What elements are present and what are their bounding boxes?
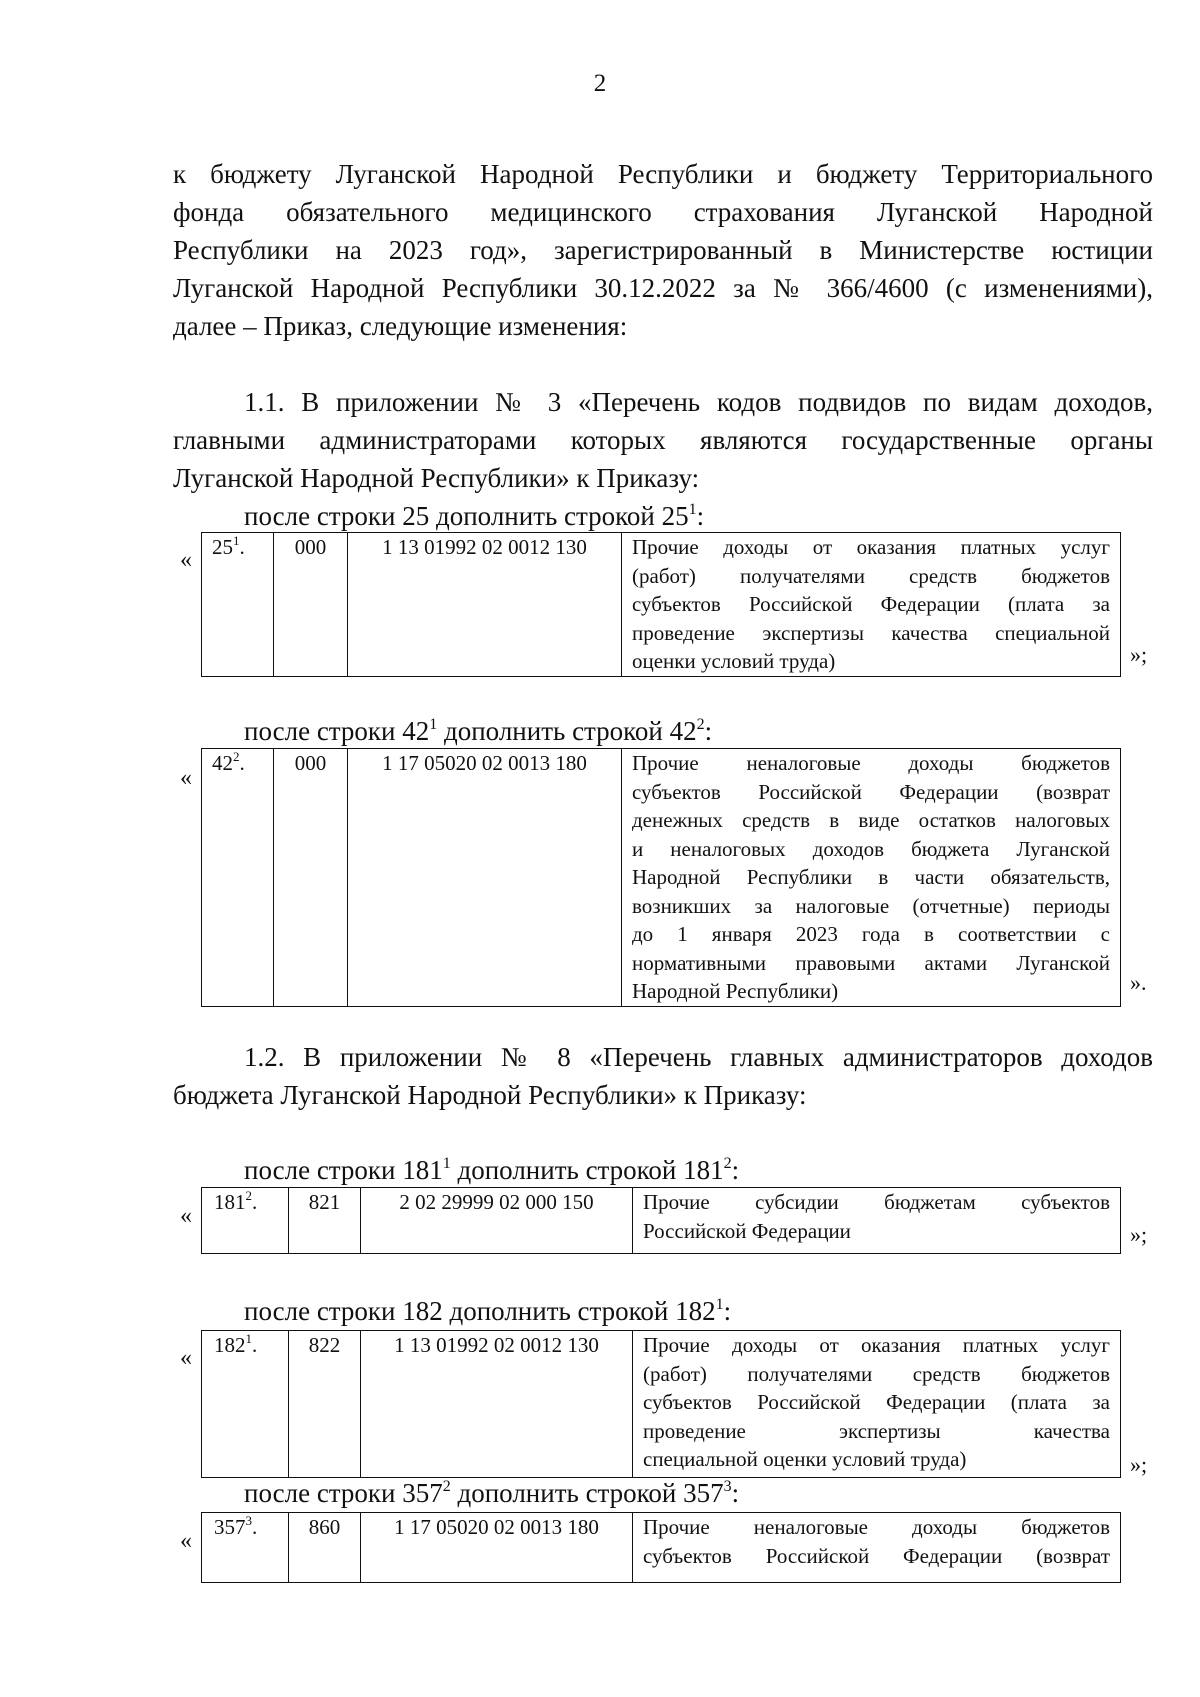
row-description: Прочие доходы от оказания платных услуг (работ) получателями средств бюджетов субъектов Российской Федерации (плата за проведение экспертизы качества специальной оценки условий труда) <box>622 533 1121 677</box>
intro-line: к бюджету Луганской Народной Республики и бюджету Территориального <box>173 159 1153 189</box>
amendment-table-row-182 <box>201 1330 1121 1478</box>
table-row <box>202 1331 1121 1478</box>
open-quote: « <box>180 1203 192 1229</box>
insert-instruction-42: после строки $42^1$ дополнить строкой $42^2$: <box>244 716 713 746</box>
section-line: Луганской Народной Республики» к Приказу: <box>173 463 700 493</box>
admin-code: 000 <box>274 533 348 677</box>
table-row <box>202 1513 1121 1583</box>
row-number: $182^1$. <box>202 1331 289 1478</box>
admin-code: 821 <box>289 1188 361 1254</box>
budget-classification-code: 1 13 01992 02 0012 130 <box>361 1331 633 1478</box>
open-quote: « <box>180 1345 192 1371</box>
table-row <box>202 533 1121 677</box>
insert-instruction-182: после строки 182 дополнить строкой $182^1$: <box>244 1296 732 1326</box>
close-quote: »; <box>1130 1222 1148 1247</box>
section-1-1-paragraph <box>173 383 1153 497</box>
row-description: Прочие субсидии бюджетам субъектов Российской Федерации <box>633 1188 1121 1254</box>
amendment-table-row-181 <box>201 1187 1121 1254</box>
row-description: Прочие доходы от оказания платных услуг (работ) получателями средств бюджетов субъектов Российской Федерации (плата за проведение экспертизы качества специальной оценки условий труда) <box>633 1331 1121 1478</box>
insert-instruction-181: после строки $181^1$ дополнить строкой $181^2$: <box>244 1155 740 1185</box>
page-number: 2 <box>593 70 607 97</box>
intro-line: фонда обязательного медицинского страхования Луганской Народной <box>173 197 1153 227</box>
insert-instruction-25: после строки 25 дополнить строкой $25^1$: <box>244 501 705 531</box>
section-line: 1.2. В приложении № 8 «Перечень главных администраторов доходов <box>244 1042 1153 1072</box>
section-line: бюджета Луганской Народной Республики» к Приказу: <box>173 1080 807 1110</box>
row-description: Прочие неналоговые доходы бюджетов субъектов Российской Федерации (возврат <box>633 1513 1121 1583</box>
close-quote: ». <box>1130 970 1147 995</box>
admin-code: 000 <box>274 749 348 1007</box>
open-quote: « <box>180 547 192 573</box>
section-1-2-paragraph <box>173 1038 1153 1114</box>
admin-code: 860 <box>289 1513 361 1583</box>
budget-classification-code: 1 17 05020 02 0013 180 <box>361 1513 633 1583</box>
intro-line: Луганской Народной Республики 30.12.2022 за № 366/4600 (с изменениями), <box>173 273 1153 303</box>
open-quote: « <box>180 1528 192 1554</box>
budget-classification-code: 1 13 01992 02 0012 130 <box>348 533 622 677</box>
amendment-table-row-42 <box>201 748 1121 1007</box>
budget-classification-code: 2 02 29999 02 000 150 <box>361 1188 633 1254</box>
amendment-table-row-357 <box>201 1512 1121 1583</box>
table-row <box>202 749 1121 1007</box>
row-number: $25^1$. <box>202 533 274 677</box>
amendment-table-row-25 <box>201 532 1121 677</box>
budget-classification-code: 1 17 05020 02 0013 180 <box>348 749 622 1007</box>
row-number: $357^3$. <box>202 1513 289 1583</box>
row-description: Прочие неналоговые доходы бюджетов субъектов Российской Федерации (возврат денежных средств в виде остатков налоговых и неналоговых доходов бюджета Луганской Народной Республики в части обязательств, возникших за налоговые (отчетные) периоды до 1 января 2023 года в соответствии с нормативными правовыми актами Луганской Народной Республики) <box>622 749 1121 1007</box>
section-line: главными администраторами которых являются государственные органы <box>173 425 1153 455</box>
close-quote: »; <box>1130 1452 1148 1477</box>
intro-line: Республики на 2023 год», зарегистрированный в Министерстве юстиции <box>173 235 1153 265</box>
table-row <box>202 1188 1121 1254</box>
admin-code: 822 <box>289 1331 361 1478</box>
intro-line: далее – Приказ, следующие изменения: <box>173 311 628 341</box>
close-quote: »; <box>1130 642 1148 667</box>
insert-instruction-357: после строки $357^2$ дополнить строкой $357^3$: <box>244 1478 740 1508</box>
row-number: $42^2$. <box>202 749 274 1007</box>
row-number: $181^2$. <box>202 1188 289 1254</box>
section-line: 1.1. В приложении № 3 «Перечень кодов подвидов по видам доходов, <box>244 387 1153 417</box>
intro-paragraph <box>173 155 1153 345</box>
open-quote: « <box>180 765 192 791</box>
